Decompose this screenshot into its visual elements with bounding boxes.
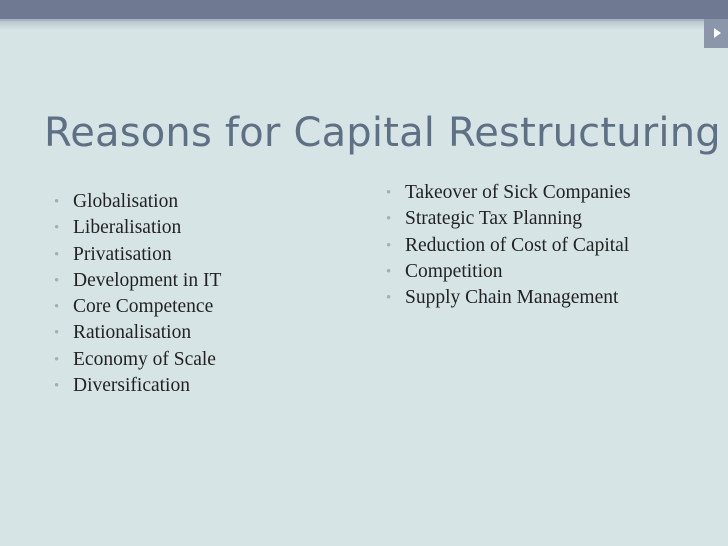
bullet-icon: •: [54, 378, 60, 395]
bullet-icon: •: [54, 299, 60, 316]
bullet-icon: •: [386, 211, 392, 228]
list-item: • Strategic Tax Planning: [386, 206, 631, 232]
slide-top-gradient: [0, 21, 728, 30]
list-item: • Economy of Scale: [54, 347, 221, 373]
bullet-icon: •: [54, 272, 60, 289]
list-item: • Rationalisation: [54, 320, 221, 346]
bullet-icon: •: [386, 263, 392, 280]
list-item: • Core Competence: [54, 294, 221, 320]
list-item: • Globalisation: [54, 189, 221, 215]
list-item: • Reduction of Cost of Capital: [386, 233, 631, 259]
bullet-icon: •: [54, 194, 60, 210]
list-item: • Liberalisation: [54, 215, 221, 241]
slide-top-bar: [0, 0, 728, 19]
bullet-icon: •: [54, 325, 60, 342]
bullet-icon: •: [54, 220, 60, 237]
right-bullet-list: [386, 180, 631, 311]
list-item: • Takeover of Sick Companies: [386, 180, 631, 206]
next-slide-tab[interactable]: [704, 19, 728, 48]
list-item: • Privatisation: [54, 242, 221, 268]
bullet-icon: •: [54, 351, 60, 368]
bullet-icon: •: [386, 290, 392, 307]
bullet-icon: •: [386, 185, 392, 201]
play-arrow-icon: [714, 28, 721, 38]
bullet-icon: •: [54, 246, 60, 263]
list-item: • Diversification: [54, 373, 221, 399]
left-bullet-list: [54, 189, 221, 399]
bullet-icon: •: [386, 237, 392, 254]
slide-title: Reasons for Capital Restructuring: [44, 110, 721, 156]
list-item: • Development in IT: [54, 268, 221, 294]
list-item: • Competition: [386, 259, 631, 285]
list-item: • Supply Chain Management: [386, 285, 631, 311]
